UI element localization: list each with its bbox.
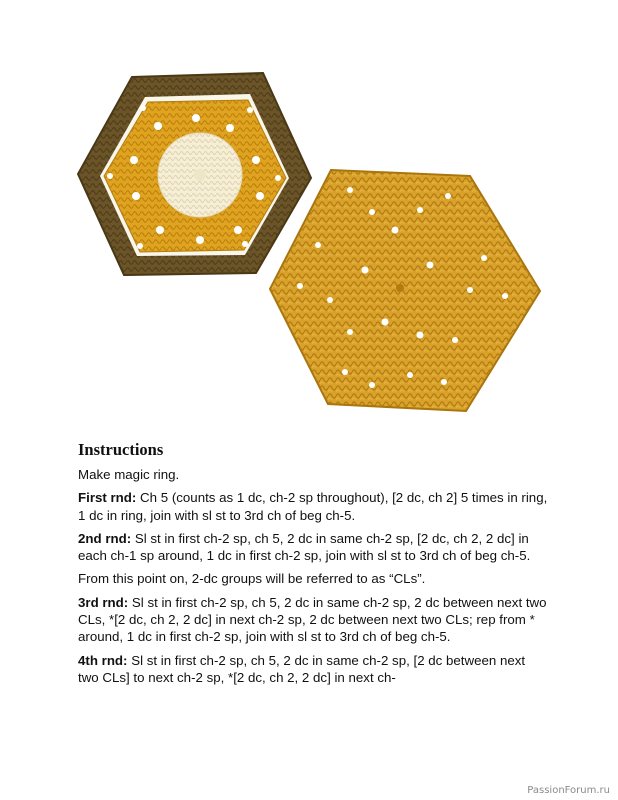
watermark: PassionForum.ru (527, 785, 610, 796)
note-text: From this point on, 2-dc groups will be referred to as “CLs”. (78, 571, 426, 587)
cl-note (78, 570, 548, 587)
round-label: 2nd rnd: (78, 530, 132, 546)
round-label: First rnd: (78, 490, 137, 506)
round-label: 4th rnd: (78, 652, 128, 668)
round-1 (78, 489, 548, 524)
round-4 (78, 652, 548, 687)
intro-text: Make magic ring. (78, 467, 180, 482)
round-3 (78, 594, 548, 646)
round-text: Sl st in first ch-2 sp, ch 5, 2 dc in same ch-2 sp, 2 dc between next two CLs, *[2 dc, ch 2, 2 dc] in next ch-2 sp, 2 dc between next two CLs; rep from * around, 1 dc in first ch-2 sp, join with sl st to 3rd ch of beg ch-5. (78, 594, 547, 645)
instructions-heading: Instructions (78, 440, 164, 459)
round-text: Sl st in first ch-2 sp, ch 5, 2 dc in same ch-2 sp, [2 dc, ch 2, 2 dc] in each ch-1 sp around, 1 dc in first ch-2 sp, join with sl st to 3rd ch of beg ch-5. (78, 530, 531, 564)
mustard-hexagon-motif (270, 170, 540, 411)
round-text: Sl st in first ch-2 sp, ch 5, 2 dc in same ch-2 sp, [2 dc between next two CLs] to next ch-2 sp, *[2 dc, ch 2, 2 dc] in next ch- (78, 652, 526, 685)
round-label: 3rd rnd: (78, 594, 129, 610)
round-2 (78, 530, 548, 565)
instructions-body (78, 466, 548, 692)
round-text: Ch 5 (counts as 1 dc, ch-2 sp throughout), [2 dc, ch 2] 5 times in ring, 1 dc in ring, join with sl st to 3rd ch of beg ch-5. (78, 490, 548, 523)
flower-hexagon-motif (78, 73, 311, 275)
